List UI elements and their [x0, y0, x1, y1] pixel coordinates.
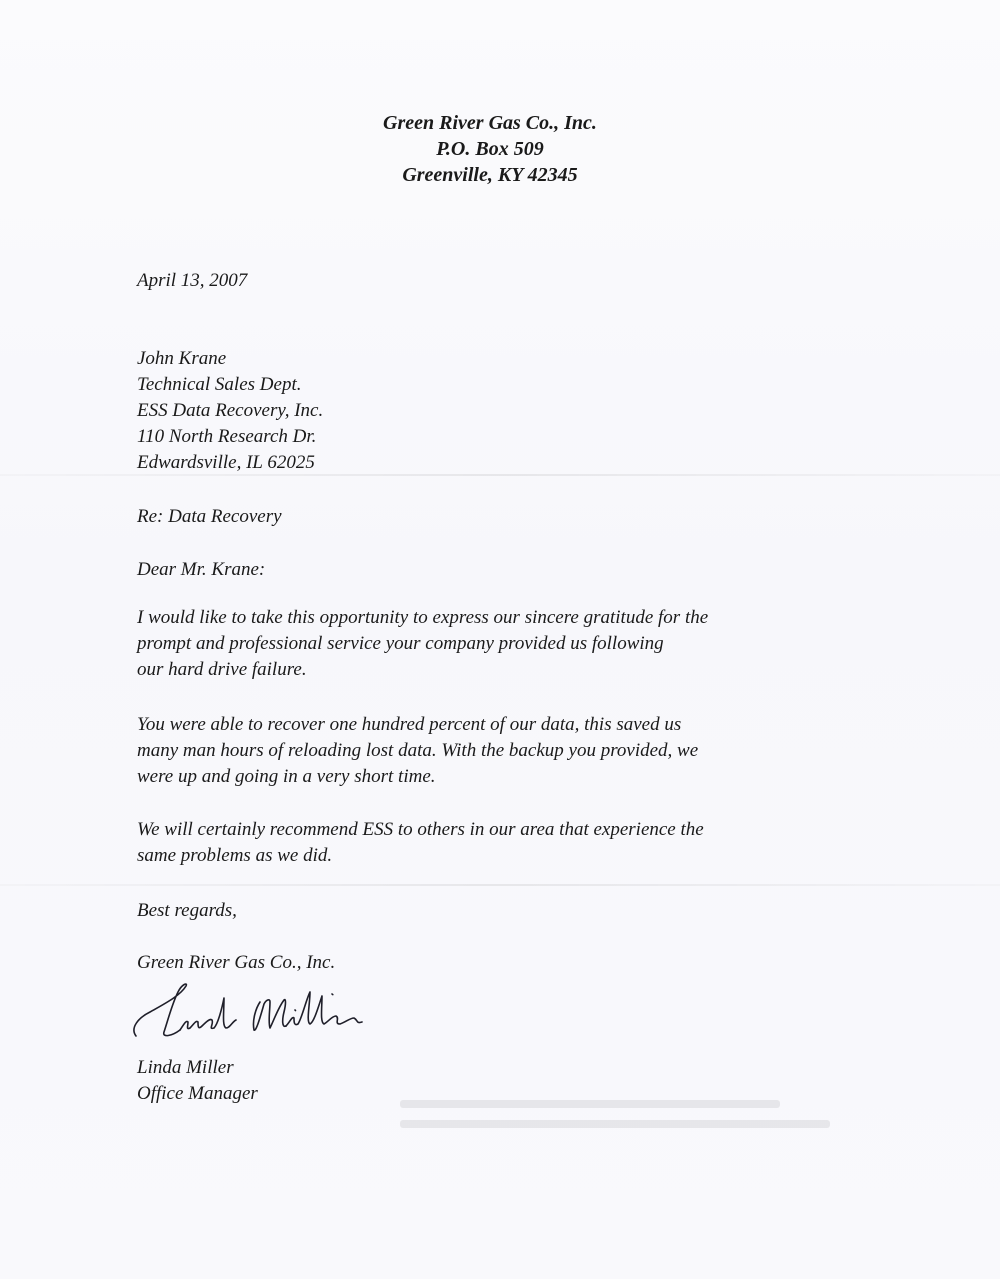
closing-company: Green River Gas Co., Inc.	[137, 952, 336, 973]
recipient-name: John Krane	[137, 348, 227, 369]
signature-icon	[128, 978, 388, 1048]
paragraph-line: We will certainly recommend ESS to others in our area that experience the	[137, 819, 704, 840]
paragraph-line: prompt and professional service your company provided us following	[137, 633, 664, 654]
letterhead-address-line-2: Greenville, KY 42345	[402, 164, 578, 186]
recipient-address	[137, 346, 837, 476]
signer-title: Office Manager	[137, 1083, 258, 1104]
recipient-company: ESS Data Recovery, Inc.	[137, 400, 324, 421]
paragraph-line: You were able to recover one hundred percent of our data, this saved us	[137, 714, 682, 735]
paragraph-line: many man hours of reloading lost data. With the backup you provided, we	[137, 740, 699, 761]
recipient-street: 110 North Research Dr.	[137, 426, 317, 447]
recipient-city: Edwardsville, IL 62025	[137, 452, 315, 473]
handwritten-signature	[128, 978, 388, 1048]
paragraph-3	[137, 817, 837, 869]
letter-date: April 13, 2007	[137, 270, 248, 291]
paragraph-1	[137, 605, 837, 683]
letterhead-address-line-1: P.O. Box 509	[436, 138, 544, 160]
letterhead-company: Green River Gas Co., Inc.	[383, 112, 597, 134]
paragraph-line: were up and going in a very short time.	[137, 766, 436, 787]
closing: Best regards,	[137, 900, 237, 921]
paragraph-line: our hard drive failure.	[137, 659, 307, 680]
paragraph-line: same problems as we did.	[137, 845, 333, 866]
salutation: Dear Mr. Krane:	[137, 559, 266, 580]
letterhead	[0, 110, 980, 188]
recipient-dept: Technical Sales Dept.	[137, 374, 302, 395]
fold-crease	[0, 884, 1000, 886]
paragraph-2	[137, 712, 837, 790]
bleed-through-text	[400, 1100, 830, 1160]
subject-line: Re: Data Recovery	[137, 506, 282, 527]
signer-name: Linda Miller	[137, 1057, 234, 1078]
paragraph-line: I would like to take this opportunity to express our sincere gratitude for the	[137, 607, 709, 628]
